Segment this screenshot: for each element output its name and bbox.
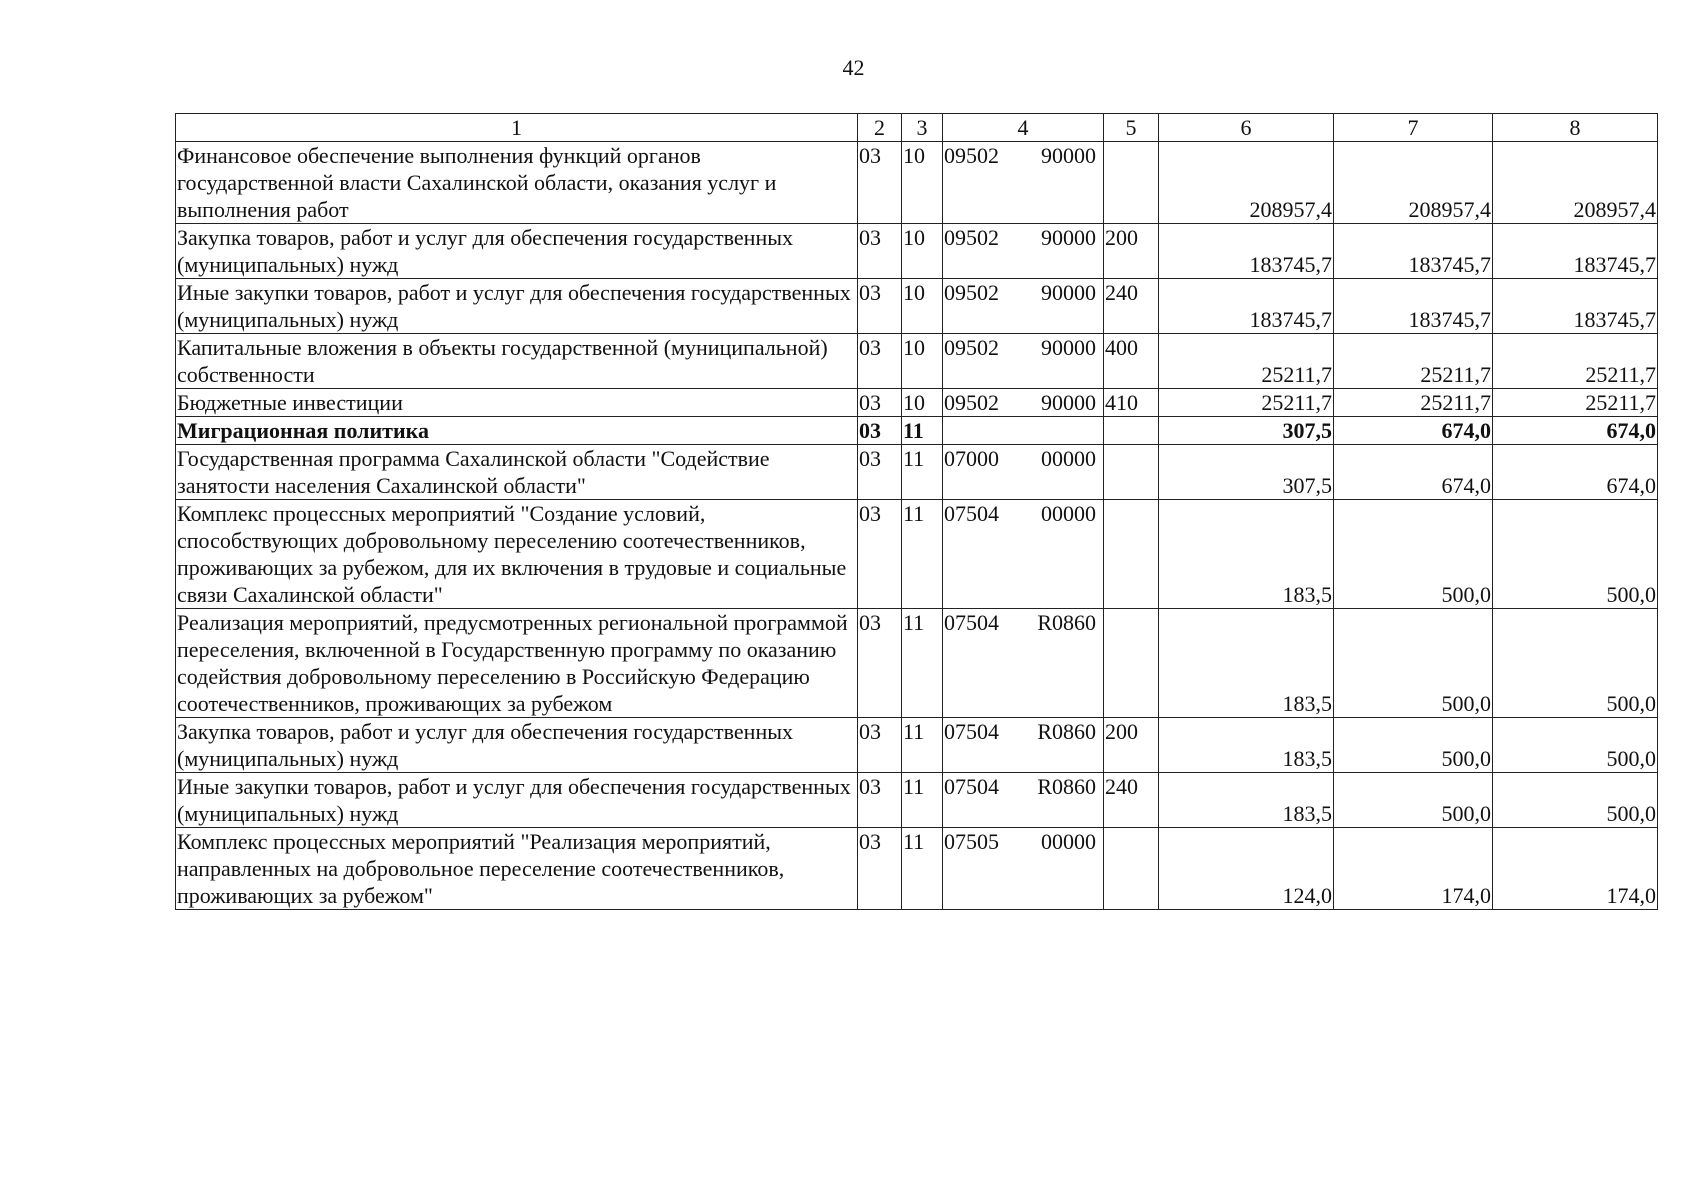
target-article-code xyxy=(943,609,1104,718)
column-header: 6 xyxy=(1159,114,1334,142)
section-code: 03 xyxy=(858,500,902,609)
target-article-code xyxy=(943,417,1104,445)
section-code: 03 xyxy=(858,224,902,279)
row-name: Закупка товаров, работ и услуг для обеспечения государственных (муниципальных) нужд xyxy=(176,224,858,279)
expense-type-code xyxy=(1104,417,1159,445)
target-article-code xyxy=(943,445,1104,500)
program-code: 09502 xyxy=(944,280,999,305)
program-code: 07000 xyxy=(944,446,999,471)
table-body xyxy=(176,142,1658,910)
table-row xyxy=(176,334,1658,389)
amount-col-6: 25211,7 xyxy=(1159,389,1334,417)
header-row xyxy=(176,114,1658,142)
amount-col-7: 208957,4 xyxy=(1334,142,1493,224)
table-row xyxy=(176,828,1658,910)
amount-col-8: 500,0 xyxy=(1493,718,1658,773)
subsection-code: 10 xyxy=(902,279,943,334)
amount-col-6: 25211,7 xyxy=(1159,334,1334,389)
subsection-code: 11 xyxy=(902,417,943,445)
direction-code: R0860 xyxy=(1037,719,1096,744)
section-code: 03 xyxy=(858,718,902,773)
subsection-code: 11 xyxy=(902,445,943,500)
program-code: 07504 xyxy=(944,501,999,526)
program-code: 07504 xyxy=(944,610,999,635)
amount-col-7: 674,0 xyxy=(1334,417,1493,445)
column-header: 4 xyxy=(943,114,1104,142)
amount-col-8: 500,0 xyxy=(1493,773,1658,828)
amount-col-7: 25211,7 xyxy=(1334,334,1493,389)
page-number: 42 xyxy=(842,55,865,80)
target-article-code xyxy=(943,718,1104,773)
section-code: 03 xyxy=(858,279,902,334)
amount-col-6: 183,5 xyxy=(1159,500,1334,609)
row-name: Государственная программа Сахалинской области "Содействие занятости населения Сахалинской области" xyxy=(176,445,858,500)
row-name: Иные закупки товаров, работ и услуг для обеспечения государственных (муниципальных) нужд xyxy=(176,773,858,828)
amount-col-6: 183,5 xyxy=(1159,718,1334,773)
direction-code: 00000 xyxy=(1041,446,1096,471)
table-row xyxy=(176,718,1658,773)
section-code: 03 xyxy=(858,417,902,445)
amount-col-7: 500,0 xyxy=(1334,773,1493,828)
amount-col-7: 674,0 xyxy=(1334,445,1493,500)
amount-col-7: 500,0 xyxy=(1334,609,1493,718)
amount-col-8: 208957,4 xyxy=(1493,142,1658,224)
amount-col-7: 183745,7 xyxy=(1334,279,1493,334)
section-code: 03 xyxy=(858,773,902,828)
row-name: Бюджетные инвестиции xyxy=(176,389,858,417)
section-code: 03 xyxy=(858,609,902,718)
target-article-code xyxy=(943,500,1104,609)
direction-code: 00000 xyxy=(1041,829,1096,854)
amount-col-7: 25211,7 xyxy=(1334,389,1493,417)
row-name: Комплекс процессных мероприятий "Создание условий, способствующих добровольному переселению соотечественников, проживающих за рубежом, для их включения в трудовые и социальные связи Сахалинской области" xyxy=(176,500,858,609)
amount-col-6: 307,5 xyxy=(1159,445,1334,500)
table-row xyxy=(176,500,1658,609)
column-header: 7 xyxy=(1334,114,1493,142)
amount-col-6: 183745,7 xyxy=(1159,224,1334,279)
amount-col-8: 500,0 xyxy=(1493,609,1658,718)
program-code: 07505 xyxy=(944,829,999,854)
amount-col-8: 25211,7 xyxy=(1493,389,1658,417)
direction-code: R0860 xyxy=(1037,610,1096,635)
expense-type-code: 240 xyxy=(1104,279,1159,334)
amount-col-6: 183,5 xyxy=(1159,609,1334,718)
program-code: 07504 xyxy=(944,774,999,799)
target-article-code xyxy=(943,279,1104,334)
table-row xyxy=(176,773,1658,828)
amount-col-6: 183745,7 xyxy=(1159,279,1334,334)
amount-col-8: 183745,7 xyxy=(1493,279,1658,334)
section-code: 03 xyxy=(858,389,902,417)
expense-type-code: 200 xyxy=(1104,224,1159,279)
section-code: 03 xyxy=(858,334,902,389)
expense-type-code xyxy=(1104,609,1159,718)
table-row xyxy=(176,445,1658,500)
subsection-code: 11 xyxy=(902,828,943,910)
subsection-code: 11 xyxy=(902,609,943,718)
amount-col-7: 183745,7 xyxy=(1334,224,1493,279)
amount-col-6: 208957,4 xyxy=(1159,142,1334,224)
column-header: 8 xyxy=(1493,114,1658,142)
amount-col-6: 183,5 xyxy=(1159,773,1334,828)
program-code: 09502 xyxy=(944,143,999,168)
amount-col-8: 174,0 xyxy=(1493,828,1658,910)
expense-type-code: 200 xyxy=(1104,718,1159,773)
subsection-code: 10 xyxy=(902,389,943,417)
amount-col-7: 500,0 xyxy=(1334,500,1493,609)
amount-col-8: 674,0 xyxy=(1493,445,1658,500)
program-code: 09502 xyxy=(944,225,999,250)
amount-col-8: 25211,7 xyxy=(1493,334,1658,389)
subsection-code: 10 xyxy=(902,142,943,224)
table-row xyxy=(176,142,1658,224)
subsection-code: 11 xyxy=(902,773,943,828)
target-article-code xyxy=(943,224,1104,279)
target-article-code xyxy=(943,773,1104,828)
row-name: Закупка товаров, работ и услуг для обеспечения государственных (муниципальных) нужд xyxy=(176,718,858,773)
target-article-code xyxy=(943,389,1104,417)
amount-col-7: 500,0 xyxy=(1334,718,1493,773)
direction-code: 90000 xyxy=(1041,225,1096,250)
column-header: 5 xyxy=(1104,114,1159,142)
expense-type-code xyxy=(1104,142,1159,224)
row-name: Миграционная политика xyxy=(176,417,858,445)
target-article-code xyxy=(943,828,1104,910)
expense-type-code xyxy=(1104,500,1159,609)
amount-col-8: 500,0 xyxy=(1493,500,1658,609)
table-row xyxy=(176,609,1658,718)
expense-type-code: 240 xyxy=(1104,773,1159,828)
section-code: 03 xyxy=(858,445,902,500)
direction-code: 90000 xyxy=(1041,280,1096,305)
row-name: Реализация мероприятий, предусмотренных региональной программой переселения, включенной в Государственную программу по оказанию содействия добровольному переселению в Российскую Федерацию соотечественников, проживающих за рубежом xyxy=(176,609,858,718)
direction-code: R0860 xyxy=(1037,774,1096,799)
budget-table xyxy=(175,113,1658,910)
subsection-code: 11 xyxy=(902,718,943,773)
expense-type-code: 410 xyxy=(1104,389,1159,417)
row-name: Комплекс процессных мероприятий "Реализация мероприятий, направленных на добровольное переселение соотечественников, проживающих за рубежом" xyxy=(176,828,858,910)
amount-col-7: 174,0 xyxy=(1334,828,1493,910)
target-article-code xyxy=(943,142,1104,224)
amount-col-8: 674,0 xyxy=(1493,417,1658,445)
program-code: 07504 xyxy=(944,719,999,744)
section-code: 03 xyxy=(858,828,902,910)
program-code: 09502 xyxy=(944,335,999,360)
program-code: 09502 xyxy=(944,390,999,415)
subsection-code: 10 xyxy=(902,334,943,389)
expense-type-code xyxy=(1104,445,1159,500)
subsection-code: 11 xyxy=(902,500,943,609)
row-name: Капитальные вложения в объекты государственной (муниципальной) собственности xyxy=(176,334,858,389)
column-header: 3 xyxy=(902,114,943,142)
amount-col-8: 183745,7 xyxy=(1493,224,1658,279)
table-row xyxy=(176,417,1658,445)
direction-code: 00000 xyxy=(1041,501,1096,526)
row-name: Финансовое обеспечение выполнения функций органов государственной власти Сахалинской области, оказания услуг и выполнения работ xyxy=(176,142,858,224)
column-header: 1 xyxy=(176,114,858,142)
table-row xyxy=(176,279,1658,334)
column-header: 2 xyxy=(858,114,902,142)
amount-col-6: 307,5 xyxy=(1159,417,1334,445)
row-name: Иные закупки товаров, работ и услуг для обеспечения государственных (муниципальных) нужд xyxy=(176,279,858,334)
amount-col-6: 124,0 xyxy=(1159,828,1334,910)
expense-type-code: 400 xyxy=(1104,334,1159,389)
table-row xyxy=(176,224,1658,279)
target-article-code xyxy=(943,334,1104,389)
expense-type-code xyxy=(1104,828,1159,910)
direction-code: 90000 xyxy=(1041,335,1096,360)
subsection-code: 10 xyxy=(902,224,943,279)
direction-code: 90000 xyxy=(1041,143,1096,168)
table-row xyxy=(176,389,1658,417)
section-code: 03 xyxy=(858,142,902,224)
direction-code: 90000 xyxy=(1041,390,1096,415)
